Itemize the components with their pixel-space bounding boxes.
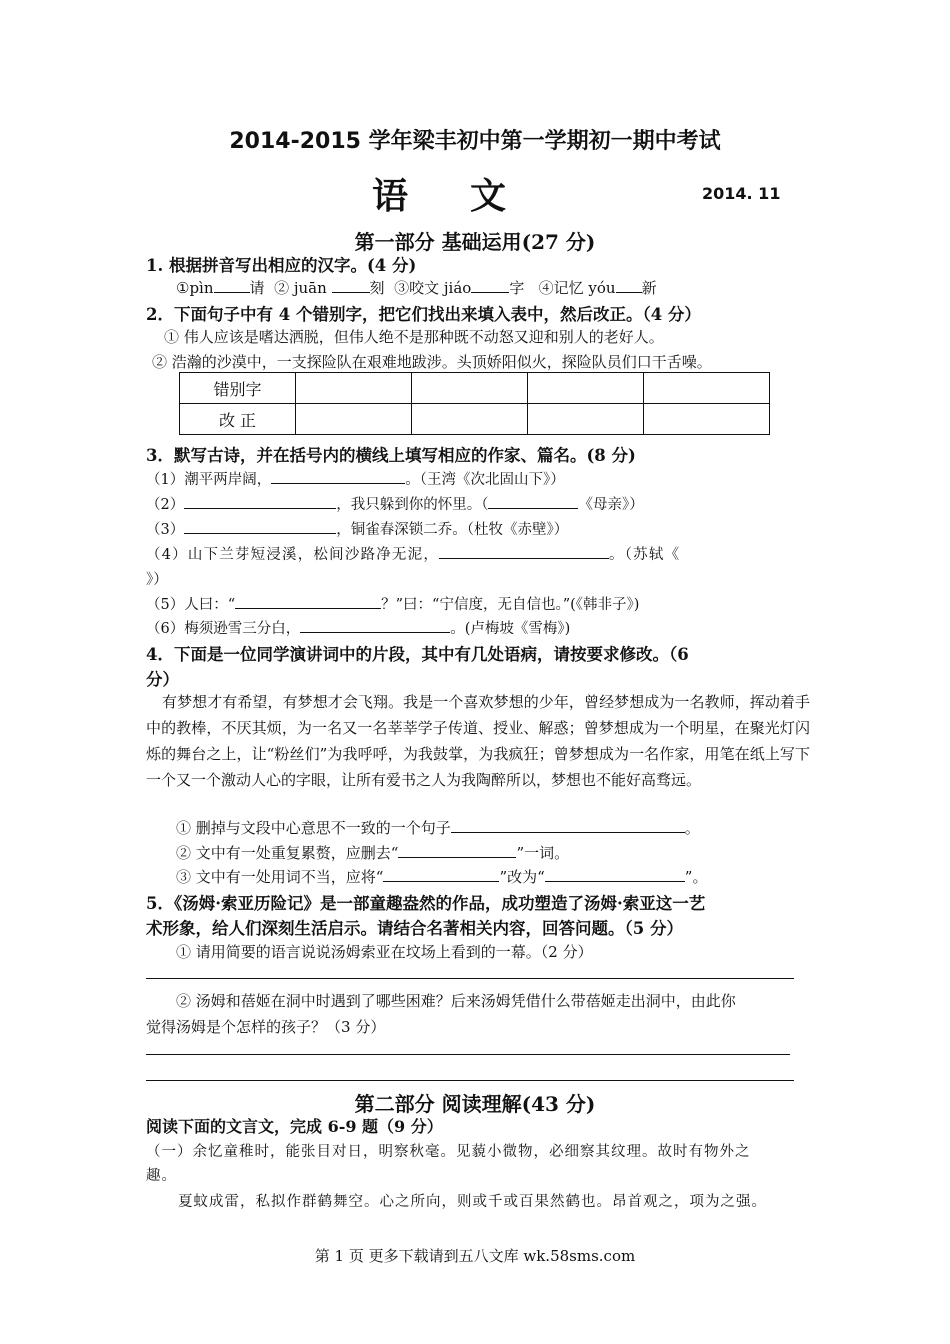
q3-blank[interactable] (300, 618, 450, 633)
q3-text: （6）梅须逊雪三分白， (146, 621, 301, 637)
part1-heading: 第一部分 基础运用(27 分) (354, 230, 596, 254)
q3-blank[interactable] (235, 594, 381, 609)
q5-sub-2-line-1: ② 汤姆和蓓姬在洞中时遇到了哪些困难？后来汤姆凭借什么带蓓姬走出洞中，由此你 (176, 992, 736, 1010)
q4-stem-line-2: 分） (146, 670, 179, 689)
q3-line-4-cont: 》） (146, 572, 168, 588)
q4-text: ”。 (684, 868, 708, 886)
q3-line-4 (146, 543, 680, 564)
q4-blank[interactable] (545, 867, 685, 882)
q4-answer-3 (176, 866, 707, 887)
correction-table (179, 372, 770, 435)
table-cell[interactable] (528, 404, 644, 435)
q4-text: 。 (684, 819, 700, 837)
q4-passage: 有梦想才有希望，有梦想才会飞翔。我是一个喜欢梦想的少年，曾经梦想成为一名教师，挥动着手中的教棒，不厌其烦，为一名又一名莘莘学子传道、授业、解惑；曾梦想成为一个明星，在聚光灯闪烁的舞台之上，让“粉丝们”为我呼呼，为我鼓掌，为我疯狂；曾梦想成为一名作家，用笔在纸上写下一个又一个激动人心的字眼，让所有爱书之人为我陶醉所以，梦想也不能好高骛远。 (146, 693, 810, 789)
table-label-correct: 改 正 (180, 404, 296, 435)
q1-blank-2[interactable] (332, 278, 370, 293)
q3-text: 。（王湾《次北固山下》） (405, 472, 565, 488)
table-cell[interactable] (412, 404, 528, 435)
classical-text-line-1: （一）余忆童稚时，能张目对日，明察秋毫。见藐小微物，必细察其纹理。故时有物外之 (146, 1144, 751, 1160)
q5-sub-2-line-2: 觉得汤姆是个怎样的孩子？（3 分） (146, 1018, 386, 1036)
classical-text-line-2: 趣。 (146, 1168, 177, 1184)
q4-text: ”改为“ (499, 868, 545, 886)
q1-item-2b: 刻 (369, 279, 385, 297)
q4-text: ② 文中有一处重复累赘，应删去“ (176, 844, 399, 862)
part2-heading: 第二部分 阅读理解(43 分) (354, 1092, 596, 1116)
part2-intro: 阅读下面的文言文，完成 6-9 题（9 分） (146, 1117, 443, 1136)
q1-item-2a: ② juān (274, 279, 327, 297)
q2-sentence-1: ① 伟人应该是嗜达洒脱，但伟人绝不是那种既不动怒又迎和别人的老好人。 (164, 328, 664, 346)
q3-line-2 (146, 493, 644, 514)
table-cell[interactable] (296, 373, 412, 404)
q1-item-4a: ④记忆 yóu (538, 279, 616, 297)
q4-blank[interactable] (451, 818, 685, 833)
q4-stem-line-1: 4．下面是一位同学演讲词中的片段，其中有几处语病，请按要求修改。（6 (146, 645, 689, 664)
q4-blank[interactable] (398, 843, 516, 858)
q4-text: ”一词。 (516, 844, 570, 862)
q3-blank[interactable] (439, 544, 609, 559)
q3-line-5 (146, 593, 639, 614)
answer-line[interactable] (146, 1054, 790, 1055)
table-cell[interactable] (644, 404, 770, 435)
q3-line-6 (146, 617, 570, 638)
q5-stem-line-1: 5．《汤姆·索亚历险记》是一部童趣盎然的作品，成功塑造了汤姆·索亚这一艺 (146, 894, 706, 913)
subject-title: 语文 (372, 176, 569, 217)
exam-title: 2014-2015 学年梁丰初中第一学期初一期中考试 (229, 129, 721, 154)
q1-item-1a: ①pìn (176, 279, 214, 297)
q4-answer-1 (176, 817, 700, 838)
table-cell[interactable] (528, 373, 644, 404)
table-cell[interactable] (644, 373, 770, 404)
q3-text: ？”曰：“宁信度，无自信也。”(《韩非子》) (381, 597, 640, 613)
exam-date: 2014. 11 (702, 184, 781, 203)
q2-stem: 2．下面句子中有 4 个错别字，把它们找出来填入表中，然后改正。（4 分） (146, 305, 701, 324)
page-footer: 第 1 页 更多下载请到五八文库 wk.58sms.com (314, 1247, 636, 1265)
q3-line-3 (146, 518, 568, 539)
q1-items (176, 277, 657, 298)
q1-blank-4[interactable] (616, 278, 642, 293)
q3-blank[interactable] (184, 519, 336, 534)
answer-line[interactable] (146, 978, 794, 979)
q3-blank[interactable] (184, 494, 336, 509)
q4-answer-2 (176, 842, 569, 863)
q3-text: ，铜雀春深锁二乔。（杜牧《赤壁》） (336, 522, 569, 538)
q5-sub-1: ① 请用简要的语言说说汤姆索亚在坟场上看到的一幕。（2 分） (176, 943, 593, 961)
q1-stem: 1. 根据拼音写出相应的汉字。(4 分) (146, 256, 417, 275)
q1-blank-3[interactable] (471, 278, 509, 293)
q3-text: ，我只躲到你的怀里。（ (336, 497, 489, 513)
q3-text: （5）人曰：“ (146, 597, 236, 613)
q4-text: ③ 文中有一处用词不当，应将“ (176, 868, 384, 886)
q3-text: 。（苏轼《 (609, 547, 681, 563)
q3-text: 。(卢梅坡《雪梅》) (450, 621, 571, 637)
answer-line[interactable] (146, 1080, 794, 1081)
q2-sentence-2: ② 浩瀚的沙漠中，一支探险队在艰难地跋涉。头顶娇阳似火，探险队员们口干舌噪。 (152, 353, 712, 371)
q4-text: ① 删掉与文段中心意思不一致的一个句子 (176, 819, 451, 837)
classical-text-line-3: 夏蚊成雷，私拟作群鹤舞空。心之所向，则或千或百果然鹤也。昂首观之，项为之强。 (178, 1194, 767, 1210)
q3-text: （4）山下兰芽短浸溪，松间沙路净无泥， (146, 547, 440, 563)
q1-item-4b: 新 (641, 279, 657, 297)
table-label-wrong: 错别字 (180, 373, 296, 404)
q3-stem: 3．默写古诗，并在括号内的横线上填写相应的作家、篇名。(8 分) (146, 446, 636, 465)
q3-text: （3） (146, 522, 185, 538)
q4-blank[interactable] (383, 867, 499, 882)
q5-stem-line-2: 术形象，给人们深刻生活启示。请结合名著相关内容，回答问题。（5 分） (146, 919, 683, 938)
q3-line-1 (146, 468, 565, 489)
q3-text: 《母亲》） (578, 497, 644, 513)
q3-text: （1）潮平两岸阔， (146, 472, 272, 488)
q3-text: （2） (146, 497, 185, 513)
q1-blank-1[interactable] (214, 278, 250, 293)
q3-blank[interactable] (488, 494, 578, 509)
table-cell[interactable] (296, 404, 412, 435)
table-cell[interactable] (412, 373, 528, 404)
q1-item-3b: 字 (509, 279, 525, 297)
q3-blank[interactable] (271, 469, 405, 484)
q1-item-3a: ③咬文 jiáo (394, 279, 472, 297)
q1-item-1b: 请 (249, 279, 265, 297)
